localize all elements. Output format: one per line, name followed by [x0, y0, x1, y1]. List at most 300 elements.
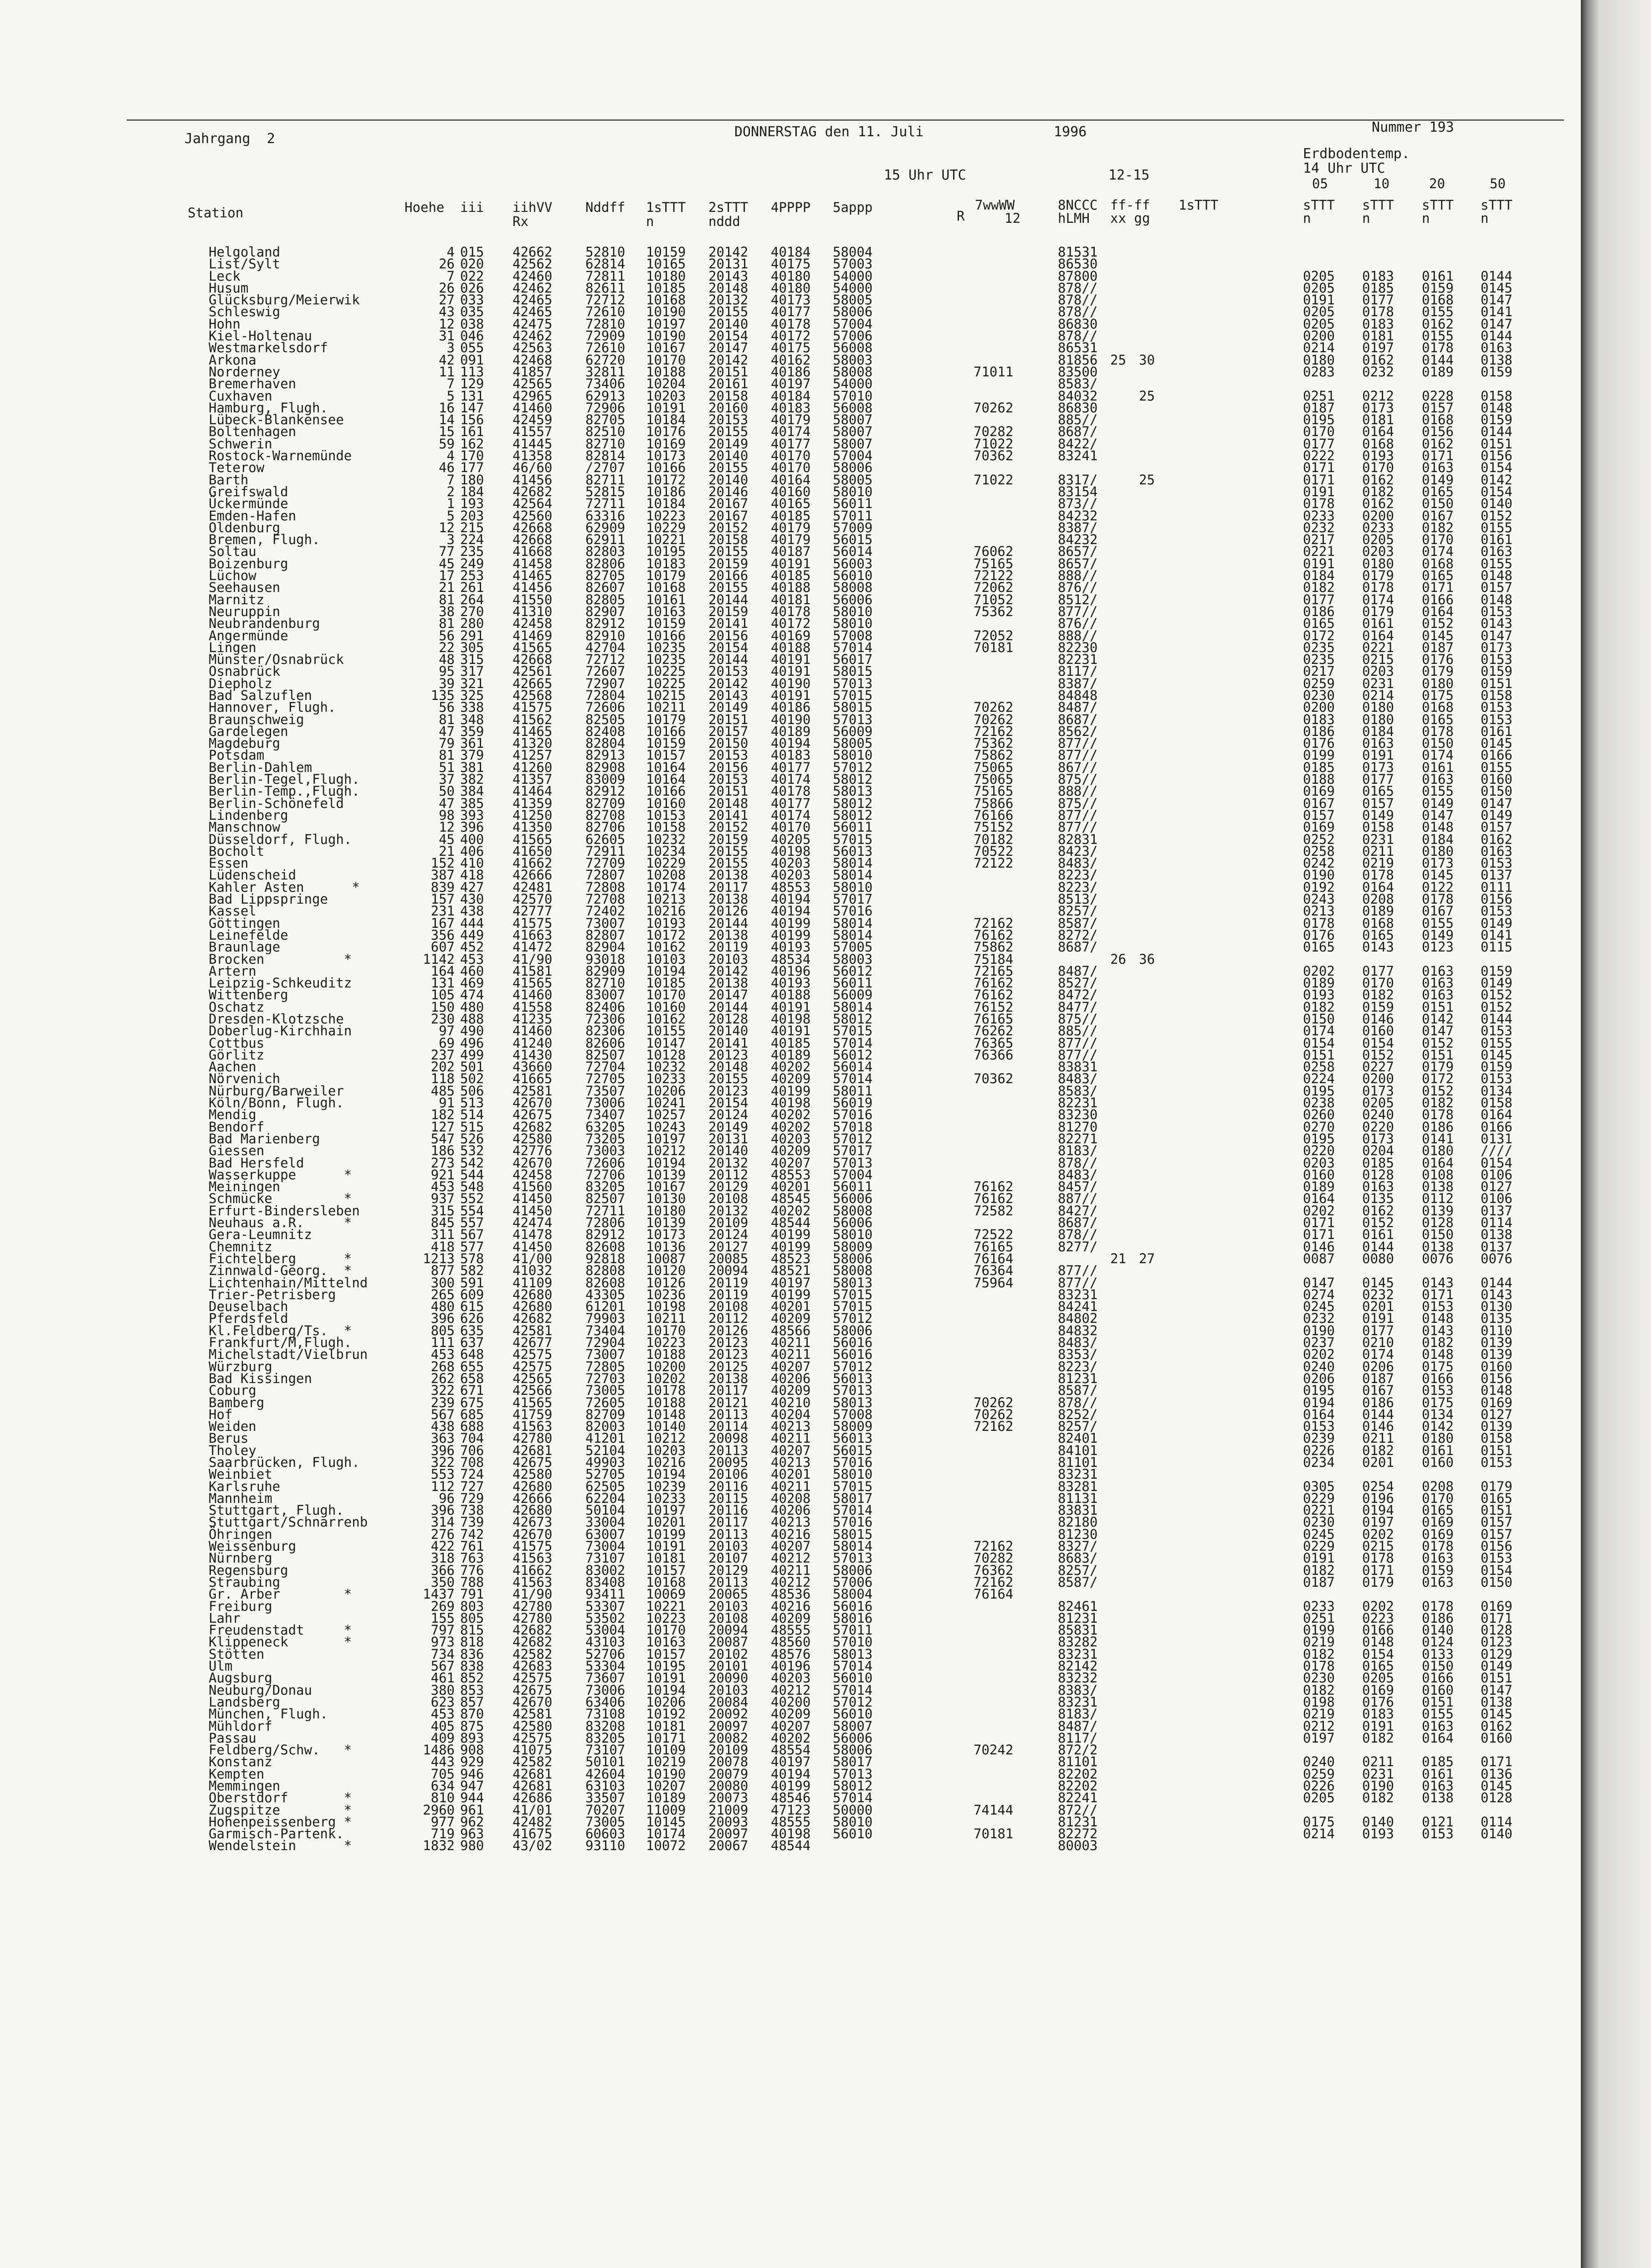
temp-1sttt: 10211 — [646, 1311, 686, 1327]
soil-temp: 0195 — [1303, 1131, 1335, 1147]
soil-temp: 0145 — [1362, 1275, 1394, 1291]
weather: 72162 — [974, 1538, 1014, 1554]
height: 396 — [431, 1311, 455, 1327]
soil-temp: 0158 — [1481, 1095, 1513, 1111]
cloud: 8457/ — [1058, 1179, 1098, 1195]
temp-2sttt: 20141 — [708, 1035, 749, 1051]
soil-temp: 0138 — [1481, 352, 1513, 368]
cloud: 8487/ — [1058, 699, 1098, 715]
temp-2sttt: 20149 — [708, 436, 749, 452]
nddff: 72810 — [585, 316, 626, 332]
soil-temp: 0163 — [1422, 975, 1454, 991]
height: 3 — [446, 532, 455, 548]
station-id: 626 — [460, 1311, 484, 1327]
soil-temp: 0219 — [1362, 855, 1394, 871]
station-id: 026 — [460, 280, 484, 296]
soil-temp: 0176 — [1303, 735, 1335, 751]
iihvv: 41358 — [513, 448, 553, 464]
temp-2sttt: 20158 — [708, 388, 749, 404]
weather: 76162 — [974, 987, 1014, 1003]
iihvv: 42682 — [513, 1119, 553, 1135]
temp-1sttt: 10159 — [646, 616, 686, 632]
weather: 72162 — [974, 915, 1014, 931]
temp-1sttt: 10197 — [646, 1131, 686, 1147]
soil-temp: 0121 — [1422, 1814, 1454, 1830]
soil-temp: 0149 — [1481, 807, 1513, 823]
height: 16 — [439, 400, 455, 416]
soil-temp: 0180 — [1303, 352, 1335, 368]
height: 77 — [439, 544, 455, 560]
soil-temp: 0190 — [1362, 1778, 1394, 1794]
temp-2sttt: 20093 — [708, 1814, 749, 1830]
height: 118 — [431, 1071, 455, 1087]
soil-temp: 0178 — [1362, 867, 1394, 883]
pressure: 40170 — [771, 460, 811, 476]
pressure: 40205 — [771, 831, 811, 847]
tendency: 57011 — [833, 508, 873, 524]
temp-2sttt: 20153 — [708, 747, 749, 763]
nddff: 73107 — [585, 1550, 626, 1566]
soil-temp: 0175 — [1422, 687, 1454, 703]
cloud: 82831 — [1058, 831, 1098, 847]
soil-temp: 0163 — [1362, 1179, 1394, 1195]
soil-temp: 0179 — [1422, 663, 1454, 679]
station-name: Würzburg — [209, 1358, 272, 1374]
soil-temp: 0171 — [1422, 1286, 1454, 1302]
station-name: Erfurt-Bindersleben — [209, 1203, 360, 1219]
soil-temp: 0193 — [1303, 987, 1335, 1003]
soil-temp: 0139 — [1481, 1335, 1513, 1351]
height: 276 — [431, 1526, 455, 1542]
pressure: 40207 — [771, 1442, 811, 1458]
pressure: 40179 — [771, 519, 811, 535]
station-name: Coburg — [209, 1383, 256, 1399]
height: 314 — [431, 1514, 455, 1530]
tendency: 57016 — [833, 1107, 873, 1123]
temp-2sttt: 20126 — [708, 1322, 749, 1338]
soil-temp: 0156 — [1481, 448, 1513, 464]
height: 43 — [439, 304, 455, 320]
soil-temp: 0151 — [1481, 1502, 1513, 1518]
iihvv: 41310 — [513, 603, 553, 619]
tendency: 57014 — [833, 1071, 873, 1087]
soil-temp: 0197 — [1303, 1730, 1335, 1746]
station-name: Berlin-Dahlem — [209, 759, 312, 775]
height: 453 — [431, 1347, 455, 1363]
height: 7 — [446, 376, 455, 392]
station-id: 315 — [460, 652, 484, 668]
cloud: 8683/ — [1058, 1550, 1098, 1566]
soil-temp: 0161 — [1481, 723, 1513, 739]
tendency: 58013 — [833, 1275, 873, 1291]
tendency: 56014 — [833, 1059, 873, 1075]
pressure: 40191 — [771, 652, 811, 668]
soil-temp: 0194 — [1303, 1394, 1335, 1410]
soil-temp: 0173 — [1481, 639, 1513, 655]
soil-temp: 0235 — [1303, 652, 1335, 668]
soil-temp: 0193 — [1362, 1826, 1394, 1842]
pressure: 48555 — [771, 1622, 811, 1638]
nddff: 73005 — [585, 1383, 626, 1399]
station-id: 944 — [460, 1790, 484, 1806]
iihvv: 42680 — [513, 1478, 553, 1494]
temp-2sttt: 20078 — [708, 1754, 749, 1770]
soil-temp: 0226 — [1303, 1778, 1335, 1794]
station-id: 655 — [460, 1358, 484, 1374]
soil-temp: 0140 — [1481, 496, 1513, 512]
pressure: 40194 — [771, 1766, 811, 1782]
soil-temp: 0191 — [1303, 555, 1335, 571]
pressure: 48545 — [771, 1191, 811, 1207]
soil-temp: 0161 — [1362, 616, 1394, 632]
temp-2sttt: 20092 — [708, 1706, 749, 1722]
soil-temp: 0149 — [1422, 927, 1454, 943]
soil-temp: 0260 — [1303, 1107, 1335, 1123]
station-id: 853 — [460, 1682, 484, 1698]
pressure: 40186 — [771, 699, 811, 715]
height: 150 — [431, 999, 455, 1015]
col-station: Station — [188, 205, 244, 221]
height: 480 — [431, 1299, 455, 1315]
pressure: 40194 — [771, 903, 811, 919]
station-name: Dresden-Klotzsche — [209, 1011, 344, 1027]
pressure: 40209 — [771, 1383, 811, 1399]
station-id: 490 — [460, 1023, 484, 1039]
station-id: 591 — [460, 1275, 484, 1291]
nddff: 72703 — [585, 1370, 626, 1386]
station-id: 427 — [460, 879, 484, 895]
soil-temp: 0153 — [1303, 1419, 1335, 1435]
nddff: 82705 — [585, 412, 626, 428]
temp-1sttt: 10188 — [646, 1394, 686, 1410]
height: 111 — [431, 1335, 455, 1351]
soil-temp: 0157 — [1422, 400, 1454, 416]
temp-2sttt: 20159 — [708, 555, 749, 571]
iihvv: 42481 — [513, 879, 553, 895]
weather: 75165 — [974, 783, 1014, 799]
temp-2sttt: 20097 — [708, 1718, 749, 1734]
soil-temp: 0155 — [1422, 1706, 1454, 1722]
temp-2sttt: 20167 — [708, 508, 749, 524]
temp-1sttt: 10072 — [646, 1838, 686, 1854]
station-name: Manschnow — [209, 819, 281, 835]
soil-temp: 0158 — [1362, 819, 1394, 835]
height: 45 — [439, 555, 455, 571]
soil-temp: 0173 — [1362, 759, 1394, 775]
station-name: Angermünde — [209, 627, 288, 643]
iihvv: 41857 — [513, 364, 553, 380]
nddff: 73003 — [585, 1143, 626, 1159]
weather: 76152 — [974, 999, 1014, 1015]
soil-temp: 0115 — [1481, 939, 1513, 955]
soil-temp: 0158 — [1481, 1430, 1513, 1446]
temp-1sttt: 10221 — [646, 532, 686, 548]
soil-temp: 0155 — [1481, 759, 1513, 775]
soil-temp: 0162 — [1362, 472, 1394, 488]
soil-temp: 0150 — [1422, 496, 1454, 512]
obs-time-label: 15 Uhr UTC — [884, 167, 966, 183]
soil-temp: 0138 — [1481, 1227, 1513, 1243]
soil-temp: 0159 — [1481, 364, 1513, 380]
height: 453 — [431, 1179, 455, 1195]
nddff: 72805 — [585, 1358, 626, 1374]
temp-1sttt: 10166 — [646, 783, 686, 799]
temp-2sttt: 20143 — [708, 268, 749, 284]
soil-temp: 0122 — [1422, 879, 1454, 895]
pressure: 40178 — [771, 603, 811, 619]
tendency: 57015 — [833, 831, 873, 847]
nddff: 72705 — [585, 1071, 626, 1087]
cloud: 878// — [1058, 1227, 1098, 1243]
soil-temp: 0148 — [1422, 1311, 1454, 1327]
gust-gg: 25 — [1139, 472, 1155, 488]
temp-2sttt: 20117 — [708, 879, 749, 895]
nddff: 82808 — [585, 1263, 626, 1279]
temp-2sttt: 20141 — [708, 807, 749, 823]
soil-temp: 0143 — [1422, 1322, 1454, 1338]
station-name: Boltenhagen — [209, 424, 297, 440]
soil-temp: 0166 — [1422, 591, 1454, 607]
nddff: 82710 — [585, 436, 626, 452]
soil-temp: 0217 — [1303, 663, 1335, 679]
soil-temp: 0166 — [1481, 747, 1513, 763]
soil-temp: 0144 — [1481, 268, 1513, 284]
station-id: 514 — [460, 1107, 484, 1123]
station-name: Lübeck-Blankensee — [209, 412, 344, 428]
soil-temp: 0158 — [1481, 388, 1513, 404]
height: 51 — [439, 759, 455, 775]
nddff: 52815 — [585, 483, 626, 499]
soil-temp: 0240 — [1303, 1754, 1335, 1770]
pressure: 48555 — [771, 1814, 811, 1830]
iihvv: 42682 — [513, 1311, 553, 1327]
temp-2sttt: 20142 — [708, 963, 749, 979]
temp-2sttt: 20155 — [708, 1071, 749, 1087]
nddff: 73006 — [585, 1682, 626, 1698]
iihvv: 41557 — [513, 424, 553, 440]
temp-1sttt: 10157 — [646, 1646, 686, 1662]
tendency: 56010 — [833, 1706, 873, 1722]
soil-temp: 0221 — [1303, 544, 1335, 560]
station-id: 305 — [460, 639, 484, 655]
temp-2sttt: 20119 — [708, 1286, 749, 1302]
soil-temp: 0164 — [1422, 1155, 1454, 1171]
soil-temp: 0214 — [1362, 687, 1394, 703]
iihvv: 42666 — [513, 1490, 553, 1506]
station-id: 870 — [460, 1706, 484, 1722]
soil-temp: 0182 — [1303, 1682, 1335, 1698]
station-id: 396 — [460, 819, 484, 835]
height: 547 — [431, 1131, 455, 1147]
station-name: Nürnberg — [209, 1550, 272, 1566]
soil-temp: 0174 — [1303, 1023, 1335, 1039]
soil-temp: 0151 — [1422, 1694, 1454, 1710]
tendency: 57017 — [833, 891, 873, 907]
soil-temp: 0203 — [1362, 544, 1394, 560]
temp-2sttt: 20138 — [708, 867, 749, 883]
soil-temp: 0144 — [1481, 424, 1513, 440]
station-name: Hohn — [209, 316, 241, 332]
soil-temp: 0179 — [1362, 603, 1394, 619]
soil-temp: 0152 — [1422, 1035, 1454, 1051]
weather: 76362 — [974, 1562, 1014, 1578]
station-name: Fichtelberg * — [209, 1250, 352, 1266]
iihvv: 42562 — [513, 256, 553, 272]
temp-1sttt: 10087 — [646, 1250, 686, 1266]
height: 5 — [446, 388, 455, 404]
soil-temp: 0171 — [1303, 460, 1335, 476]
temp-1sttt: 10170 — [646, 1322, 686, 1338]
soil-temp: 0151 — [1422, 1047, 1454, 1063]
tendency: 56016 — [833, 1335, 873, 1351]
pressure: 40193 — [771, 939, 811, 955]
soil-temp: 0185 — [1362, 1155, 1394, 1171]
temp-1sttt: 10183 — [646, 555, 686, 571]
col-5appp: 5appp — [833, 200, 873, 215]
cloud: 875// — [1058, 771, 1098, 787]
iihvv: 41445 — [513, 436, 553, 452]
height: 405 — [431, 1718, 455, 1734]
soil-temp: 0169 — [1422, 1526, 1454, 1542]
station-name: Leinefelde — [209, 927, 288, 943]
temp-1sttt: 10120 — [646, 1263, 686, 1279]
tendency: 57012 — [833, 1131, 873, 1147]
station-id: 875 — [460, 1718, 484, 1734]
station-name: Lichtenhain/Mittelnd — [209, 1275, 368, 1291]
tendency: 58010 — [833, 1814, 873, 1830]
soil-temp: 0180 — [1362, 711, 1394, 727]
soil-temp: 0166 — [1422, 1370, 1454, 1386]
station-id: 156 — [460, 412, 484, 428]
temp-1sttt: 10180 — [646, 268, 686, 284]
temp-1sttt: 10166 — [646, 460, 686, 476]
temp-2sttt: 21009 — [708, 1802, 749, 1818]
soil-temp: 0147 — [1481, 627, 1513, 643]
station-name: Hannover, Flugh. — [209, 699, 336, 715]
soil-temp: 0164 — [1303, 1406, 1335, 1422]
station-name: Görlitz — [209, 1047, 265, 1063]
iihvv: 42465 — [513, 292, 553, 308]
iihvv: 41663 — [513, 927, 553, 943]
height: 56 — [439, 627, 455, 643]
height: 79 — [439, 735, 455, 751]
pressure: 40197 — [771, 1754, 811, 1770]
height: 22 — [439, 639, 455, 655]
cloud: 878// — [1058, 328, 1098, 344]
nddff: 72607 — [585, 663, 626, 679]
soil-temp: 0168 — [1362, 915, 1394, 931]
height: 797 — [431, 1622, 455, 1638]
tendency: 57014 — [833, 1502, 873, 1518]
height: 396 — [431, 1442, 455, 1458]
tendency: 56011 — [833, 975, 873, 991]
soil-temp: 0134 — [1422, 1406, 1454, 1422]
station-name: Oldenburg — [209, 519, 281, 535]
temp-1sttt: 10172 — [646, 927, 686, 943]
station-name: Michelstadt/Vielbrun — [209, 1347, 368, 1363]
temp-1sttt: 10233 — [646, 1490, 686, 1506]
soil-temp: 0254 — [1362, 1478, 1394, 1494]
height: 135 — [431, 687, 455, 703]
height: 12 — [439, 316, 455, 332]
cloud: 8117/ — [1058, 1730, 1098, 1746]
soil-temp: 0200 — [1303, 699, 1335, 715]
station-name: Kahler Asten * — [209, 879, 360, 895]
cloud: 83231 — [1058, 1646, 1098, 1662]
station-name: Schwerin — [209, 436, 272, 452]
soil-temp: 0177 — [1362, 292, 1394, 308]
temp-1sttt: 10198 — [646, 1299, 686, 1315]
temp-2sttt: 20116 — [708, 1502, 749, 1518]
soil-temp: 0251 — [1303, 388, 1335, 404]
volume-label: Jahrgang 2 — [185, 131, 275, 147]
nddff: 82803 — [585, 544, 626, 560]
station-id: 742 — [460, 1526, 484, 1542]
soil-temp: 0131 — [1481, 1131, 1513, 1147]
height: 409 — [431, 1730, 455, 1746]
station-id: 091 — [460, 352, 484, 368]
pressure: 40200 — [771, 1694, 811, 1710]
station-id: 452 — [460, 939, 484, 955]
soil-temp: 0152 — [1422, 616, 1454, 632]
pressure: 40199 — [771, 927, 811, 943]
soil-temp: 0201 — [1362, 1299, 1394, 1315]
soil-temp: 0110 — [1481, 1322, 1513, 1338]
soil-temp: 0161 — [1362, 1227, 1394, 1243]
soil-temp: 0076 — [1481, 1250, 1513, 1266]
temp-1sttt: 10168 — [646, 580, 686, 596]
pressure: 40183 — [771, 747, 811, 763]
station-name: Westmarkelsdorf — [209, 340, 328, 356]
nddff: 83208 — [585, 1718, 626, 1734]
cloud: 86531 — [1058, 340, 1098, 356]
soil-temp: 0186 — [1303, 603, 1335, 619]
soil-temp: 0168 — [1422, 555, 1454, 571]
iihvv: 42462 — [513, 328, 553, 344]
station-name: Regensburg — [209, 1562, 288, 1578]
iihvv: 41565 — [513, 1394, 553, 1410]
cloud: 84802 — [1058, 1311, 1098, 1327]
pressure: 40213 — [771, 1514, 811, 1530]
soil-temp: 0185 — [1362, 280, 1394, 296]
tendency: 57016 — [833, 903, 873, 919]
station-id: 224 — [460, 532, 484, 548]
iihvv: 41575 — [513, 1538, 553, 1554]
tendency: 57011 — [833, 1622, 873, 1638]
soil-temp: 0175 — [1422, 1394, 1454, 1410]
soil-temp: 0205 — [1303, 280, 1335, 296]
station-id: 704 — [460, 1430, 484, 1446]
temp-2sttt: 20119 — [708, 1275, 749, 1291]
soil-temp: 0147 — [1481, 795, 1513, 811]
station-name: Zugspitze * — [209, 1802, 352, 1818]
weather: 70181 — [974, 639, 1014, 655]
soil-temp: 0156 — [1481, 891, 1513, 907]
pressure: 40190 — [771, 675, 811, 691]
pressure: 40202 — [771, 1730, 811, 1746]
tendency: 57008 — [833, 1406, 873, 1422]
temp-1sttt: 10171 — [646, 1730, 686, 1746]
soil-temp: 0160 — [1481, 1730, 1513, 1746]
station-name: Düsseldorf, Flugh. — [209, 831, 352, 847]
temp-2sttt: 20108 — [708, 1191, 749, 1207]
soil-temp: 0165 — [1303, 939, 1335, 955]
cloud: 81101 — [1058, 1454, 1098, 1470]
soil-temp: 0179 — [1362, 568, 1394, 584]
soil-temp: 0151 — [1481, 675, 1513, 691]
height: 12 — [439, 519, 455, 535]
tendency: 58014 — [833, 855, 873, 871]
